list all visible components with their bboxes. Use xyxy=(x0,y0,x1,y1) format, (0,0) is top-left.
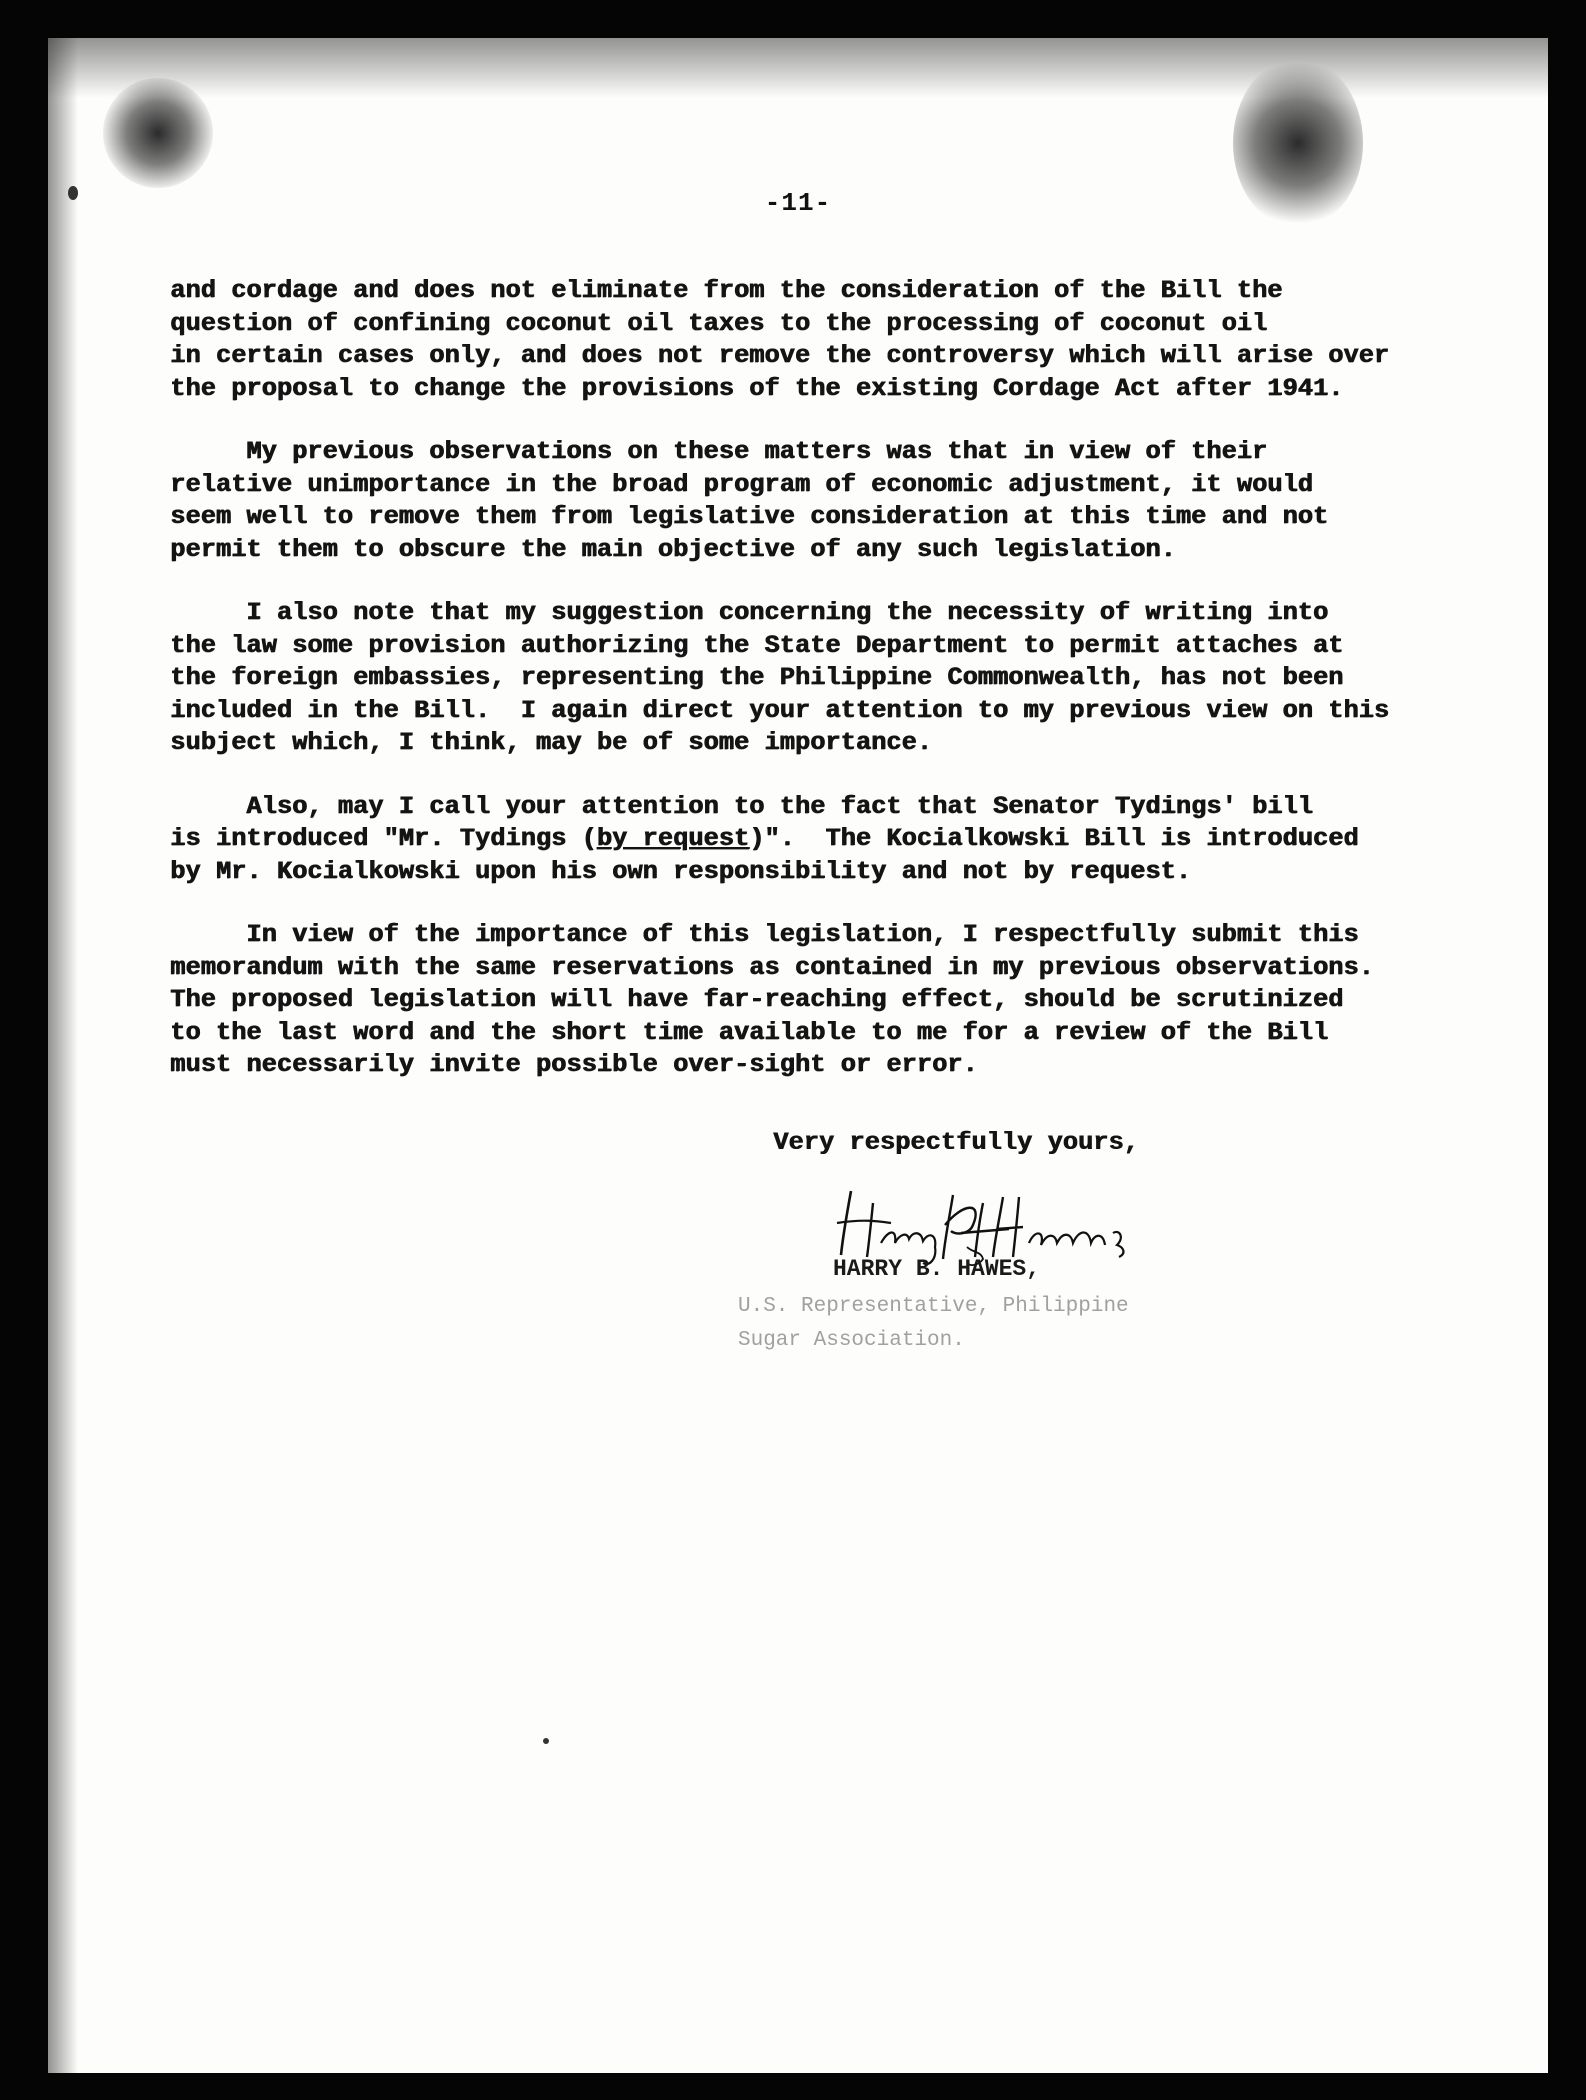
text-line: permit them to obscure the main objective of any such legislation. xyxy=(170,534,1176,564)
text-line: question of confining coconut oil taxes to the processing of coconut oil xyxy=(170,308,1268,338)
text-segment: )". The Kocialkowski Bill is introduced xyxy=(749,824,1359,853)
text-line: relative unimportance in the broad program of economic adjustment, it would xyxy=(170,469,1313,499)
signer-title xyxy=(738,1290,1129,1358)
text-line: by Mr. Kocialkowski upon his own responsibility and not by request. xyxy=(170,856,1191,886)
paragraph-4 xyxy=(170,791,1470,889)
text-line: Also, may I call your attention to the fact that Senator Tydings' bill xyxy=(170,791,1313,821)
signer-title-line: U.S. Representative, Philippine xyxy=(738,1295,1129,1318)
paragraph-2 xyxy=(170,436,1470,566)
ink-speck xyxy=(543,1738,549,1744)
text-line: the proposal to change the provisions of the existing Cordage Act after 1941. xyxy=(170,373,1344,403)
text-line: to the last word and the short time available to me for a review of the Bill xyxy=(170,1017,1329,1047)
text-line: the foreign embassies, representing the Philippine Commonwealth, has not been xyxy=(170,663,1344,692)
complimentary-close: Very respectfully yours, xyxy=(773,1128,1139,1157)
text-segment: is introduced "Mr. Tydings ( xyxy=(170,824,597,853)
letter-body xyxy=(170,275,1470,1113)
paragraph-1 xyxy=(170,275,1470,405)
text-line: the law some provision authorizing the State Department to permit attaches at xyxy=(170,630,1344,660)
signer-title-line: Sugar Association. xyxy=(738,1329,965,1352)
text-line: My previous observations on these matters was that in view of their xyxy=(170,437,1268,466)
text-line: subject which, I think, may be of some importance. xyxy=(170,728,932,757)
paragraph-3 xyxy=(170,597,1470,760)
text-line: included in the Bill. I again direct your attention to my previous view on this xyxy=(170,695,1389,725)
text-line: memorandum with the same reservations as contained in my previous observations. xyxy=(170,952,1374,982)
text-line: seem well to remove them from legislative consideration at this time and not xyxy=(170,502,1329,531)
text-line: I also note that my suggestion concerning the necessity of writing into xyxy=(170,598,1329,627)
text-line xyxy=(170,823,1470,856)
left-edge-shadow xyxy=(48,38,78,2073)
underlined-phrase: by request xyxy=(596,824,750,853)
page-number: -11- xyxy=(764,188,832,218)
paragraph-5 xyxy=(170,919,1470,1082)
text-line: must necessarily invite possible over-sight or error. xyxy=(170,1050,978,1079)
text-line: The proposed legislation will have far-reaching effect, should be scrutinized xyxy=(170,985,1344,1014)
text-line: and cordage and does not eliminate from the consideration of the Bill the xyxy=(170,276,1283,305)
text-line: in certain cases only, and does not remove the controversy which will arise over xyxy=(170,341,1389,370)
ink-smudge-left xyxy=(103,78,213,188)
signer-name: HARRY B. HAWES, xyxy=(833,1256,1041,1282)
text-line: In view of the importance of this legislation, I respectfully submit this xyxy=(170,920,1359,949)
document-page xyxy=(48,38,1548,2073)
